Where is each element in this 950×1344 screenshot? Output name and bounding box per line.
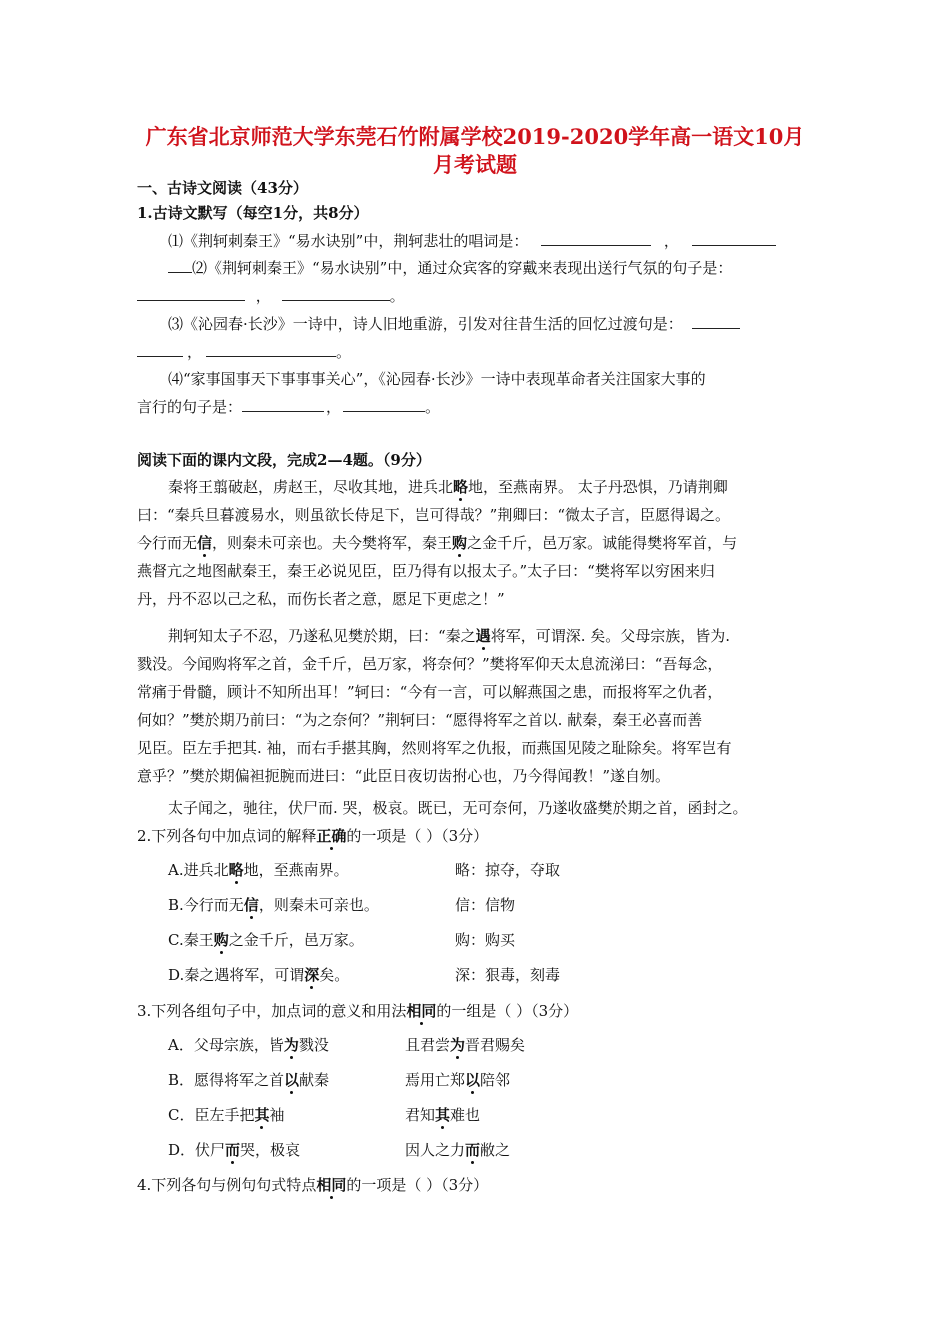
dotted-word: 而 [465, 1141, 481, 1159]
passage-line [137, 654, 722, 674]
dotted-word: 正确 [316, 827, 347, 845]
text-segment: 的一项是（ ）（3分） [346, 1176, 489, 1194]
option-explanation: 略：掠夺，夺取 [455, 861, 561, 879]
answer-blank[interactable] [343, 397, 425, 412]
text-segment: 矣。 [319, 966, 350, 984]
text-segment: 君知 [405, 1106, 436, 1124]
question-4-stem [137, 1175, 488, 1195]
text-segment: 之金千斤，邑万家。 [228, 931, 364, 949]
text-segment: 戮没。今闻购将军之首，金千斤，邑万家，将奈何？”樊将军仰天太息流涕曰：“吾每念， [137, 655, 723, 673]
answer-blank[interactable] [168, 258, 192, 273]
text-segment: 地，至燕南界。 [243, 861, 349, 879]
text-segment: ，则秦未可亲也。夫今樊将军，秦王 [212, 534, 453, 552]
option-A[interactable] [168, 860, 349, 880]
text-segment: 且君尝 [405, 1036, 451, 1054]
answer-blank[interactable] [541, 231, 651, 246]
q1-item-4-text: 言行的句子是： [137, 398, 243, 416]
dotted-word: 深 [304, 966, 320, 984]
text-segment: B．愿得将军之首 [168, 1071, 285, 1089]
answer-blank[interactable] [282, 286, 390, 301]
answer-blank[interactable] [692, 314, 740, 329]
comma: ， [187, 343, 203, 361]
text-segment: 之金千斤，邑万家。诚能得樊将军首，与 [467, 534, 738, 552]
text-segment: 陪邻 [480, 1071, 511, 1089]
comma: ， [663, 232, 679, 250]
text-segment: 4.下列各句与例句句式特点 [137, 1176, 317, 1194]
dotted-word: 其 [254, 1106, 270, 1124]
option-A[interactable] [168, 1035, 329, 1055]
text-segment: 丹，丹不忍以己之私，而伤长者之意，愿足下更虑之！” [137, 590, 505, 608]
passage-line [137, 589, 505, 609]
dotted-word: 略 [228, 861, 244, 879]
q1-item-2-text: ⑵《荆轲刺秦王》“易水诀别”中，通过众宾客的穿戴来表现出送行气氛的句子是： [192, 259, 733, 277]
text-segment: 常痛于骨髓，顾计不知所出耳！”轲曰：“今有一言，可以解燕国之患，而报将军之仇者， [137, 683, 723, 701]
passage-line [137, 682, 722, 702]
text-segment: 燕督亢之地图献秦王，秦王必说见臣，臣乃得有以报太子。”太子曰：“樊将军以穷困来归 [137, 562, 715, 580]
q1-item-4-line-1: ⑷“家事国事天下事事事关心”，《沁园春·长沙》一诗中表现革命者关注国家大事的 [168, 370, 706, 388]
option-D[interactable] [168, 965, 349, 985]
option-C[interactable] [168, 930, 364, 950]
reading-heading: 阅读下面的课内文段，完成2—4题。（9分） [137, 451, 431, 469]
text-segment: C.秦王 [168, 931, 214, 949]
question-2-stem [137, 826, 488, 846]
answer-blank[interactable] [137, 286, 245, 301]
text-segment: 焉用亡郑 [405, 1071, 466, 1089]
period: 。 [336, 343, 352, 361]
period: 。 [389, 287, 405, 305]
text-segment: 的一组是（ ）（3分） [436, 1002, 579, 1020]
option-D[interactable] [168, 1140, 300, 1160]
text-segment: 晋君赐矣 [465, 1036, 526, 1054]
answer-blank[interactable] [137, 342, 183, 357]
text-segment: 献秦 [299, 1071, 330, 1089]
text-segment: 见臣。臣左手把其. 袖，而右手揕其胸，然则将军之仇报，而燕国见陵之耻除矣。将军岂有 [137, 739, 732, 757]
passage-line [137, 710, 702, 730]
dotted-word: 以 [465, 1071, 481, 1089]
q1-item-1 [168, 231, 776, 251]
text-segment: 将军，可谓深. 矣。父母宗族，皆为. [490, 627, 730, 645]
text-segment: C．臣左手把 [168, 1106, 255, 1124]
dotted-word: 信 [243, 896, 259, 914]
dotted-word: 相同 [316, 1176, 347, 1194]
section-heading: 一、古诗文阅读（43分） [137, 179, 308, 197]
answer-blank[interactable] [242, 397, 324, 412]
text-segment: 2.下列各句中加点词的解释 [137, 827, 317, 845]
dotted-word: 信 [197, 534, 213, 552]
q1-item-2-answers [137, 286, 405, 306]
passage-line [137, 533, 737, 553]
text-segment: 敝之 [480, 1141, 511, 1159]
dotted-word: 为 [450, 1036, 466, 1054]
option-C[interactable] [168, 1105, 285, 1125]
dotted-word: 为 [283, 1036, 299, 1054]
passage-line [137, 561, 715, 581]
passage-line [137, 505, 730, 525]
period: 。 [425, 398, 441, 416]
dotted-word: 购 [452, 534, 468, 552]
text-segment: 3.下列各组句子中，加点词的意义和用法 [137, 1002, 407, 1020]
text-segment: 地，至燕南界。 太子丹恐惧，乃请荆卿 [468, 478, 728, 496]
text-segment: 何如？”樊於期乃前曰：“为之奈何？”荆轲曰：“愿得将军之首以. 献秦，秦王必喜而善 [137, 711, 703, 729]
question-1-heading: 1.古诗文默写（每空1分，共8分） [137, 204, 369, 222]
q1-item-3-answers [137, 342, 351, 362]
dotted-word: 购 [213, 931, 229, 949]
option-comparison-sentence [405, 1105, 480, 1125]
q1-item-2 [168, 258, 732, 278]
dotted-word: 遇 [475, 627, 491, 645]
text-segment: 秦将王翦破赵，虏赵王，尽收其地，进兵北 [168, 478, 454, 496]
option-explanation: 深：狠毒，刻毒 [455, 966, 561, 984]
text-segment: B.今行而无 [168, 896, 244, 914]
option-B[interactable] [168, 1070, 329, 1090]
answer-blank[interactable] [206, 342, 336, 357]
text-segment: 荆轲知太子不忍，乃遂私见樊於期，曰：“秦之 [168, 627, 476, 645]
text-segment: 戮没 [298, 1036, 329, 1054]
exam-title-line-1: 广东省北京师范大学东莞石竹附属学校2019-2020学年高一语文10月 [145, 124, 805, 149]
option-comparison-sentence [405, 1140, 510, 1160]
text-segment: 意乎？”樊於期偏袒扼腕而进曰：“此臣日夜切齿拊心也，乃今得闻教！”遂自刎。 [137, 767, 671, 785]
answer-blank[interactable] [692, 231, 776, 246]
comma: ， [255, 287, 271, 305]
text-segment: 太子闻之，驰往，伏尸而. 哭，极哀。既已，无可奈何，乃遂收盛樊於期之首，函封之。 [168, 799, 748, 817]
passage-line [137, 738, 732, 758]
text-segment: 难也 [450, 1106, 481, 1124]
text-segment: 今行而无 [137, 534, 198, 552]
text-segment: ，则秦未可亲也。 [258, 896, 379, 914]
dotted-word: 以 [284, 1071, 300, 1089]
passage-line [168, 477, 728, 497]
option-comparison-sentence [405, 1035, 525, 1055]
text-segment: 的一项是（ ）（3分） [346, 827, 489, 845]
passage-line [168, 798, 748, 818]
q1-item-4-line-2 [137, 397, 440, 417]
text-segment: 因人之力 [405, 1141, 466, 1159]
q1-item-3-text: ⑶《沁园春·长沙》一诗中，诗人旧地重游，引发对往昔生活的回忆过渡句是： [168, 315, 683, 333]
option-comparison-sentence [405, 1070, 510, 1090]
text-segment: 袖 [269, 1106, 285, 1124]
dotted-word: 而 [225, 1141, 241, 1159]
q1-item-1-text: ⑴《荆轲刺秦王》“易水诀别”中，荆轲悲壮的唱词是： [168, 232, 529, 250]
text-segment: 曰：“秦兵旦暮渡易水，则虽欲长侍足下，岂可得哉？”荆卿曰：“微太子言，臣愿得谒之。 [137, 506, 731, 524]
passage-line [168, 626, 730, 646]
option-explanation: 购：购买 [455, 931, 516, 949]
dotted-word: 相同 [406, 1002, 437, 1020]
text-segment: A.进兵北 [168, 861, 229, 879]
exam-title-line-2: 月考试题 [433, 152, 517, 177]
dotted-word: 其 [435, 1106, 451, 1124]
option-B[interactable] [168, 895, 379, 915]
comma: ， [326, 398, 342, 416]
passage-line [137, 766, 670, 786]
question-3-stem [137, 1001, 578, 1021]
dotted-word: 略 [453, 478, 469, 496]
text-segment: D.秦之遇将军，可谓 [168, 966, 305, 984]
q1-item-3 [168, 314, 740, 334]
text-segment: A．父母宗族，皆 [168, 1036, 284, 1054]
option-explanation: 信：信物 [455, 896, 516, 914]
text-segment: D．伏尸 [168, 1141, 226, 1159]
text-segment: 哭，极哀 [240, 1141, 301, 1159]
